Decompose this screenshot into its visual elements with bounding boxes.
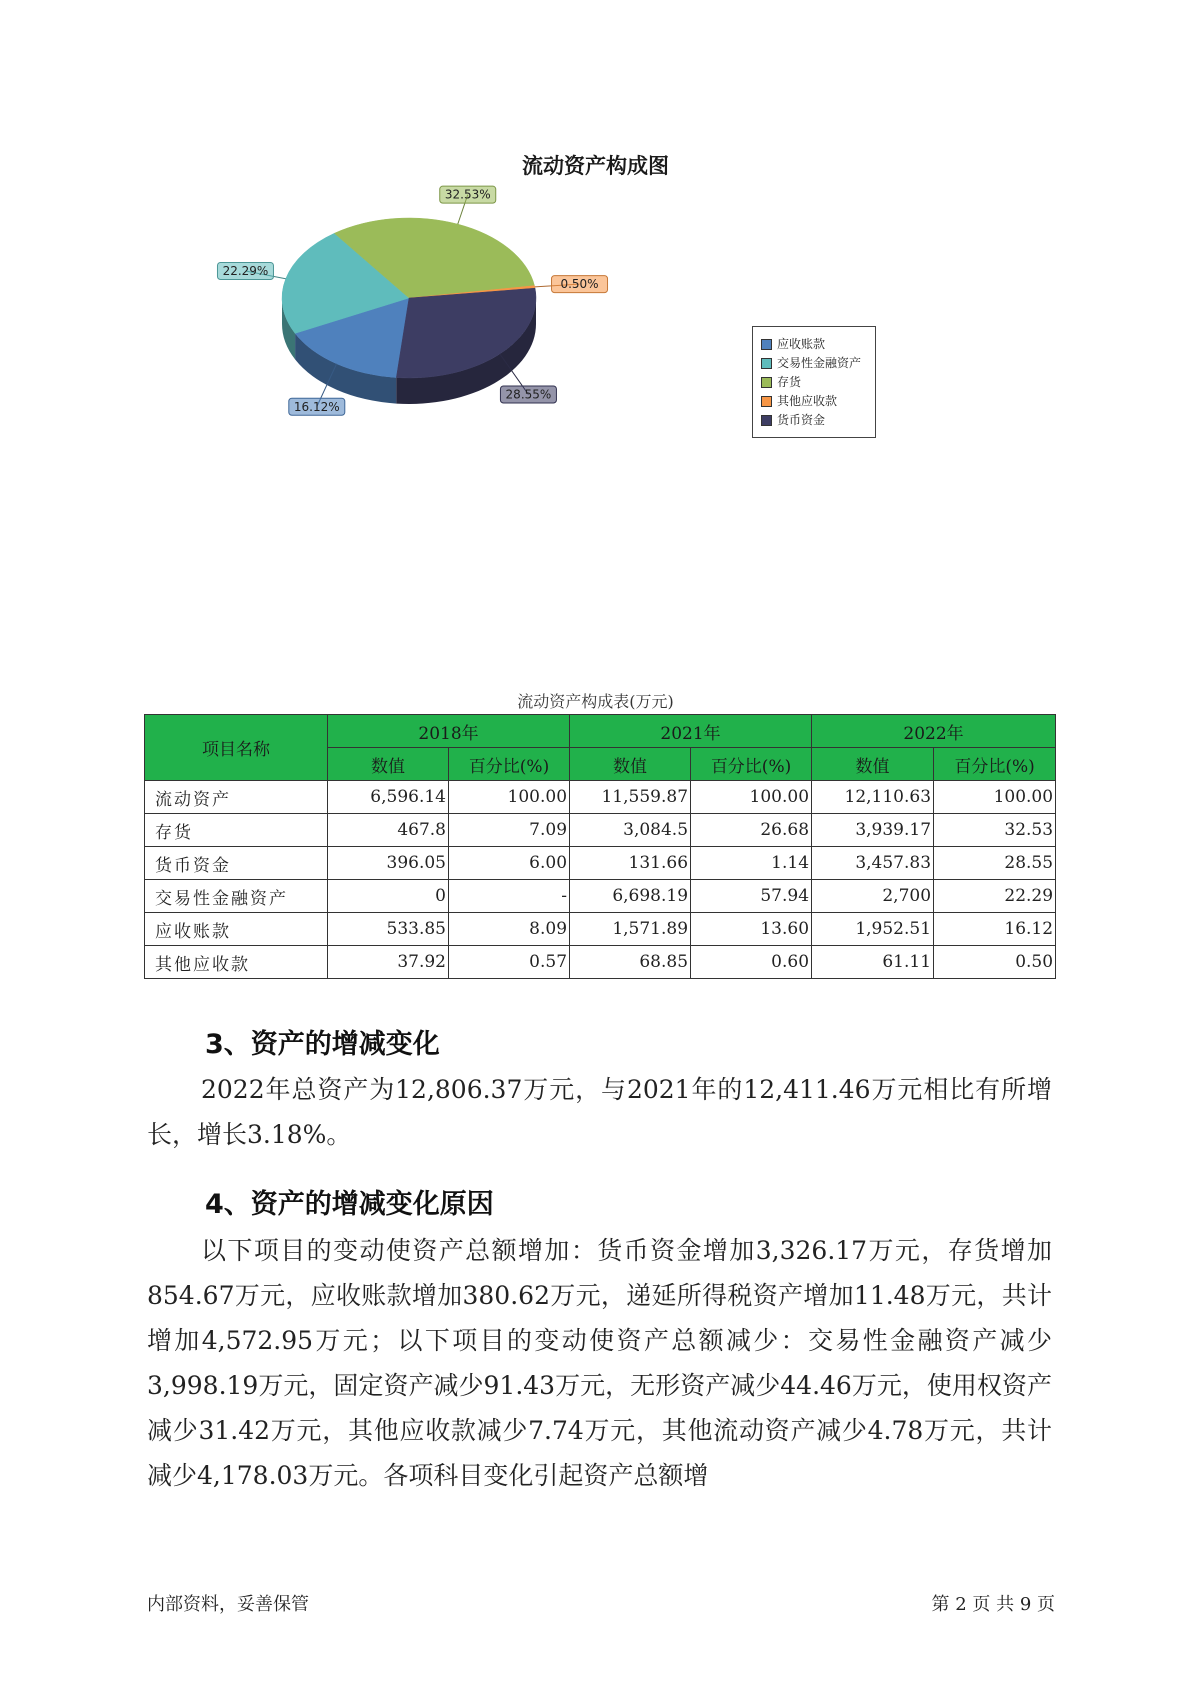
cell-percent: 100.00 (934, 781, 1056, 814)
cell-value: 37.92 (328, 946, 449, 979)
legend-swatch (761, 377, 772, 388)
row-name: 其他应收款 (145, 946, 328, 979)
cell-percent: 0.50 (934, 946, 1056, 979)
section-4-heading: 4、资产的增减变化原因 (205, 1189, 494, 1220)
legend-item (761, 392, 875, 411)
header-year-2022: 2022年 (812, 715, 1056, 748)
legend-label: 存货 (777, 375, 802, 389)
cell-value: 2,700 (812, 880, 934, 913)
cell-percent: 100.00 (449, 781, 570, 814)
assets-table (144, 714, 1056, 979)
row-name: 交易性金融资产 (145, 880, 328, 913)
legend-swatch (761, 415, 772, 426)
pie-data-label (535, 276, 608, 293)
pie-label-text: 32.53% (444, 187, 491, 202)
table-row (145, 946, 1056, 979)
legend-item (761, 354, 875, 373)
row-name: 存货 (145, 814, 328, 847)
cell-value: 11,559.87 (570, 781, 691, 814)
legend-label: 应收账款 (777, 337, 826, 351)
cell-value: 3,457.83 (812, 847, 934, 880)
header-value: 数值 (812, 748, 934, 781)
cell-value: 0 (328, 880, 449, 913)
legend-label: 货币资金 (777, 413, 826, 427)
pie-label-text: 22.29% (222, 263, 269, 278)
row-name: 流动资产 (145, 781, 328, 814)
section-3-text: 2022年总资产为12,806.37万元，与2021年的12,411.46万元相比有所增长，增长3.18%。 (147, 1075, 1052, 1149)
legend-item (761, 411, 875, 430)
header-value: 数值 (570, 748, 691, 781)
cell-percent: 0.57 (449, 946, 570, 979)
cell-value: 12,110.63 (812, 781, 934, 814)
section-3-paragraph (147, 1067, 1052, 1157)
table-row (145, 880, 1056, 913)
legend-item (761, 373, 875, 392)
header-year-2018: 2018年 (328, 715, 570, 748)
cell-value: 396.05 (328, 847, 449, 880)
table-row (145, 913, 1056, 946)
cell-percent: 6.00 (449, 847, 570, 880)
cell-value: 6,596.14 (328, 781, 449, 814)
pie-data-label (217, 262, 285, 279)
table-row (145, 781, 1056, 814)
header-percent: 百分比(%) (934, 748, 1056, 781)
header-value: 数值 (328, 748, 449, 781)
legend-swatch (761, 396, 772, 407)
header-percent: 百分比(%) (449, 748, 570, 781)
header-item-name: 项目名称 (145, 715, 328, 781)
legend-swatch (761, 358, 772, 369)
cell-value: 533.85 (328, 913, 449, 946)
cell-value: 131.66 (570, 847, 691, 880)
section-4-paragraph (147, 1228, 1052, 1498)
table-row (145, 814, 1056, 847)
cell-percent: 22.29 (934, 880, 1056, 913)
cell-value: 3,084.5 (570, 814, 691, 847)
cell-percent: 7.09 (449, 814, 570, 847)
footer-confidential: 内部资料，妥善保管 (147, 1594, 309, 1615)
cell-value: 1,571.89 (570, 913, 691, 946)
cell-percent: 32.53 (934, 814, 1056, 847)
pie-label-text: 28.55% (505, 387, 552, 402)
legend-label: 交易性金融资产 (777, 356, 862, 370)
cell-value: 1,952.51 (812, 913, 934, 946)
chart-title: 流动资产构成图 (522, 154, 669, 178)
pie-top (282, 218, 536, 378)
header-year-2021: 2021年 (570, 715, 812, 748)
cell-value: 6,698.19 (570, 880, 691, 913)
section-4-text: 以下项目的变动使资产总额增加：货币资金增加3,326.17万元，存货增加854.67万元，应收账款增加380.62万元，递延所得税资产增加11.48万元，共计增加4,572.95万元；以下项目的变动使资产总额减少：交易性金融资产减少3,998.19万元，固定资产减少91.43万元，无形资产减少44.46万元，使用权资产减少31.42万元，其他应收款减少7.74万元，其他流动资产减少4.78万元，共计减少4,178.03万元。各项科目变化引起资产总额增 (147, 1236, 1052, 1490)
section-3-heading: 3、资产的增减变化 (205, 1029, 440, 1060)
pie-label-text: 16.12% (293, 399, 340, 414)
cell-percent: 100.00 (691, 781, 812, 814)
table-caption: 流动资产构成表(万元) (517, 692, 674, 711)
cell-percent: 0.60 (691, 946, 812, 979)
cell-percent: 26.68 (691, 814, 812, 847)
header-percent: 百分比(%) (691, 748, 812, 781)
cell-percent: 8.09 (449, 913, 570, 946)
cell-percent: 1.14 (691, 847, 812, 880)
legend-item (761, 335, 875, 354)
cell-percent: 28.55 (934, 847, 1056, 880)
footer-page-number: 第 2 页 共 9 页 (931, 1594, 1055, 1615)
cell-value: 68.85 (570, 946, 691, 979)
cell-value: 467.8 (328, 814, 449, 847)
pie-chart (200, 187, 620, 460)
pie-data-label (440, 186, 496, 224)
row-name: 货币资金 (145, 847, 328, 880)
legend-label: 其他应收款 (777, 394, 838, 408)
pie-label-text: 0.50% (560, 277, 599, 292)
cell-value: 61.11 (812, 946, 934, 979)
cell-percent: 16.12 (934, 913, 1056, 946)
chart-legend (752, 326, 876, 438)
cell-percent: - (449, 880, 570, 913)
cell-percent: 57.94 (691, 880, 812, 913)
row-name: 应收账款 (145, 913, 328, 946)
cell-value: 3,939.17 (812, 814, 934, 847)
table-row (145, 847, 1056, 880)
cell-percent: 13.60 (691, 913, 812, 946)
legend-swatch (761, 339, 772, 350)
